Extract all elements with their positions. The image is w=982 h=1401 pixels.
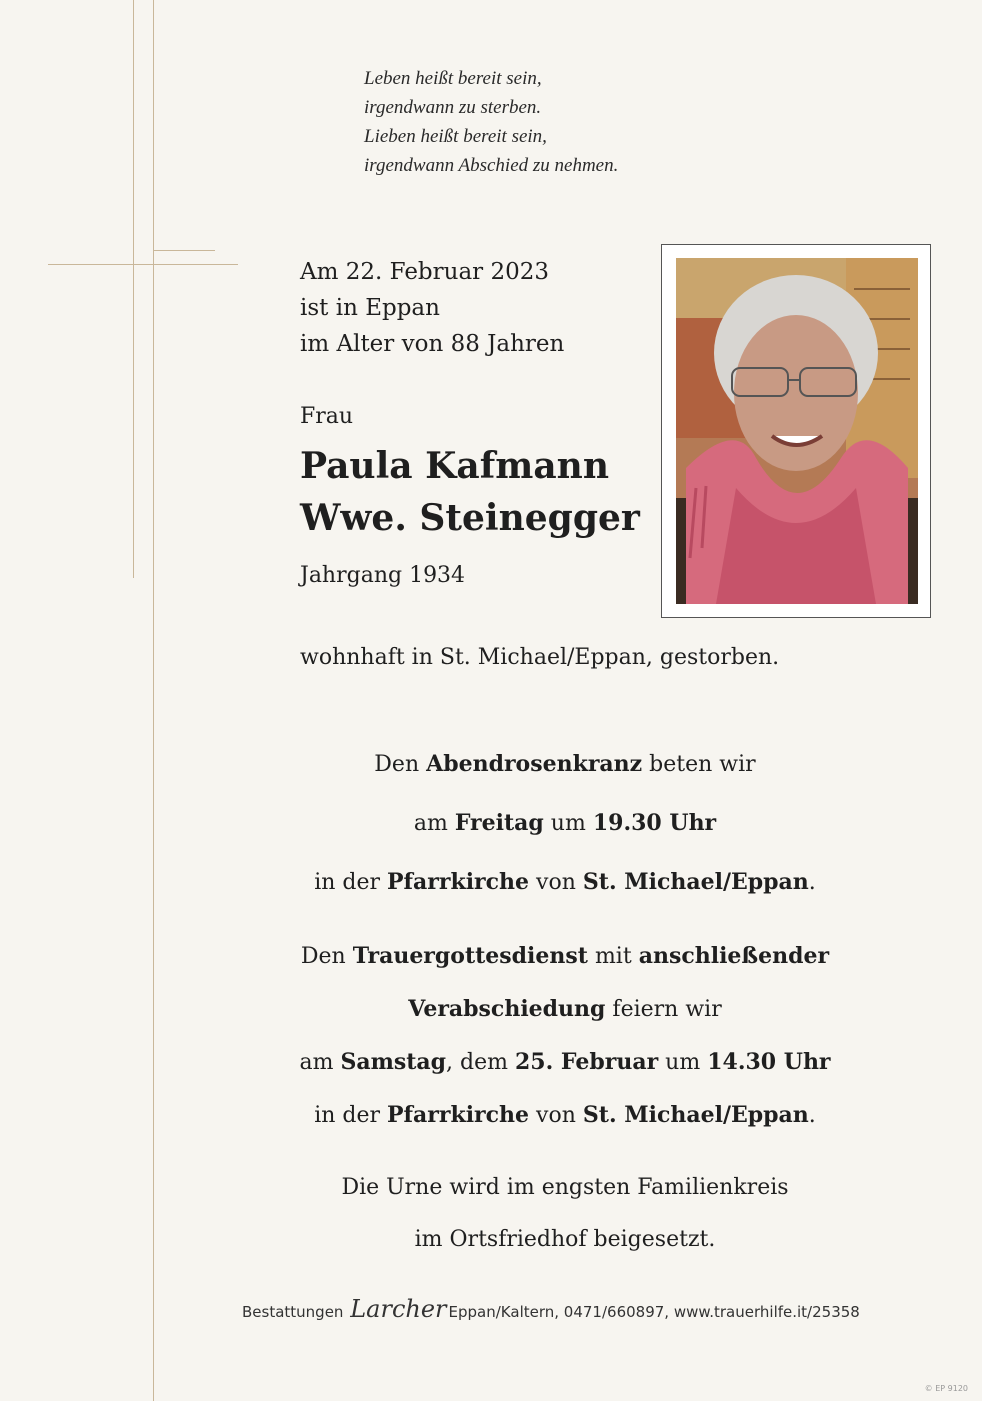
text: . <box>808 1103 816 1128</box>
birth-year: Jahrgang 1934 <box>300 563 466 588</box>
poem <box>364 64 618 180</box>
service-location: St. Michael/Eppan <box>582 1102 809 1128</box>
funeral-home-logo: Larcher <box>350 1295 447 1323</box>
burial-announcement <box>220 1162 910 1266</box>
poem-line: irgendwann Abschied zu nehmen. <box>364 155 619 176</box>
service-farewell: Verabschiedung <box>408 996 606 1022</box>
rosary-location: St. Michael/Eppan <box>582 869 809 895</box>
service-time: 14.30 Uhr <box>707 1049 831 1075</box>
text: in der <box>314 1103 388 1128</box>
rosary-time: 19.30 Uhr <box>592 810 717 836</box>
text: von <box>529 1103 583 1128</box>
name-line-2: Wwe. Steinegger <box>300 497 640 539</box>
burial-line: im Ortsfriedhof beigesetzt. <box>414 1227 716 1252</box>
rosary-line-3 <box>220 853 910 912</box>
text: beten wir <box>642 752 756 777</box>
poem-line: irgendwann zu sterben. <box>364 97 542 118</box>
text: am <box>413 811 455 836</box>
service-day: Samstag <box>340 1049 447 1075</box>
rosary-announcement <box>220 735 910 912</box>
service-line-1 <box>220 930 910 983</box>
funeral-service-announcement <box>220 930 910 1142</box>
text: , dem <box>446 1050 515 1075</box>
service-subsequent: anschließender <box>638 943 830 969</box>
service-line-4 <box>220 1089 910 1142</box>
cross-horizontal-line-bottom <box>48 264 238 265</box>
portrait-illustration <box>676 258 918 604</box>
text: feiern wir <box>605 997 722 1022</box>
text: in der <box>314 870 388 895</box>
service-line-3 <box>220 1036 910 1089</box>
death-intro <box>300 254 564 362</box>
intro-line: Am 22. Februar 2023 <box>300 259 550 285</box>
name-line-1: Paula Kafmann <box>300 445 610 487</box>
text: um <box>543 811 593 836</box>
poem-line: Lieben heißt bereit sein, <box>364 126 547 147</box>
portrait-frame <box>661 244 931 618</box>
rosary-line-2 <box>220 794 910 853</box>
deceased-name <box>300 440 640 544</box>
poem-line: Leben heißt bereit sein, <box>364 68 542 89</box>
rosary-line-1 <box>220 735 910 794</box>
text: um <box>658 1050 708 1075</box>
print-code: © EP 9120 <box>924 1384 968 1393</box>
service-date: 25. Februar <box>515 1049 659 1075</box>
text: mit <box>587 944 639 969</box>
rosary-day: Freitag <box>454 810 544 836</box>
intro-line: ist in Eppan <box>300 295 440 321</box>
service-line-2 <box>220 983 910 1036</box>
cross-vertical-line-right <box>153 0 154 1401</box>
intro-line: im Alter von 88 Jahren <box>300 331 565 357</box>
text: . <box>808 870 816 895</box>
residence-line: wohnhaft in St. Michael/Eppan, gestorben. <box>300 645 780 670</box>
cross-horizontal-line-top <box>153 250 215 251</box>
text: Den <box>300 944 353 969</box>
service-label: Trauergottesdienst <box>352 943 588 969</box>
service-church: Pfarrkirche <box>387 1102 530 1128</box>
rosary-label: Abendrosenkranz <box>426 751 643 777</box>
text: Den <box>374 752 427 777</box>
portrait-photo <box>676 258 918 604</box>
cross-vertical-line-left <box>133 0 134 578</box>
funeral-home-footer <box>242 1295 860 1323</box>
footer-prefix: Bestattungen <box>242 1303 344 1321</box>
burial-line: Die Urne wird im engsten Familienkreis <box>341 1175 789 1200</box>
footer-contact: Eppan/Kaltern, 0471/660897, www.trauerhilfe.it/25358 <box>448 1303 860 1321</box>
text: am <box>299 1050 341 1075</box>
salutation: Frau <box>300 404 354 429</box>
rosary-church: Pfarrkirche <box>387 869 530 895</box>
text: von <box>529 870 583 895</box>
